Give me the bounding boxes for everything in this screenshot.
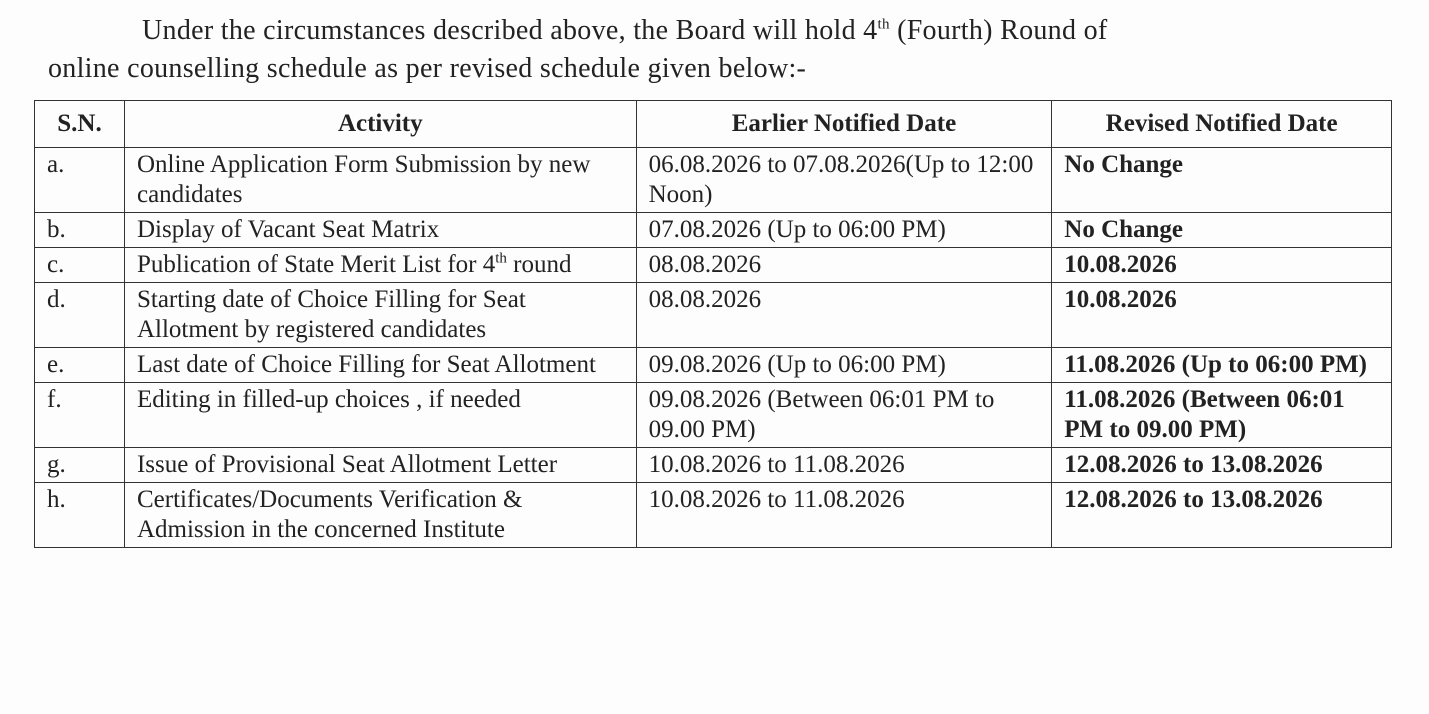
row-activity: Editing in filled-up choices , if needed — [124, 383, 636, 448]
table-row — [35, 383, 1392, 448]
intro-paragraph — [48, 12, 1388, 88]
row-earlier-date: 08.08.2026 — [636, 283, 1052, 348]
row-revised-date: No Change — [1052, 148, 1392, 213]
schedule-table — [34, 100, 1392, 548]
row-earlier-date: 09.08.2026 (Up to 06:00 PM) — [636, 348, 1052, 383]
row-sn: b. — [35, 213, 125, 248]
row-earlier-date: 10.08.2026 to 11.08.2026 — [636, 483, 1052, 548]
table-row — [35, 448, 1392, 483]
header-revised-date: Revised Notified Date — [1052, 101, 1392, 148]
row-sn: d. — [35, 283, 125, 348]
row-revised-date: No Change — [1052, 213, 1392, 248]
header-sn: S.N. — [35, 101, 125, 148]
table-row — [35, 348, 1392, 383]
superscript: th — [495, 250, 507, 267]
row-activity: Issue of Provisional Seat Allotment Letter — [124, 448, 636, 483]
table-row — [35, 483, 1392, 548]
row-earlier-date: 08.08.2026 — [636, 248, 1052, 283]
row-earlier-date: 06.08.2026 to 07.08.2026(Up to 12:00 Noon) — [636, 148, 1052, 213]
table-row — [35, 283, 1392, 348]
header-activity: Activity — [124, 101, 636, 148]
row-activity: Online Application Form Submission by new candidates — [124, 148, 636, 213]
table-header-row — [35, 101, 1392, 148]
header-earlier-date: Earlier Notified Date — [636, 101, 1052, 148]
row-sn: g. — [35, 448, 125, 483]
row-revised-date: 10.08.2026 — [1052, 248, 1392, 283]
row-revised-date: 11.08.2026 (Up to 06:00 PM) — [1052, 348, 1392, 383]
intro-line-2: online counselling schedule as per revised schedule given below:- — [48, 53, 807, 84]
row-revised-date: 12.08.2026 to 13.08.2026 — [1052, 483, 1392, 548]
table-row — [35, 248, 1392, 283]
row-sn: e. — [35, 348, 125, 383]
row-sn: a. — [35, 148, 125, 213]
row-sn: f. — [35, 383, 125, 448]
row-activity: Publication of State Merit List for 4th round — [124, 248, 636, 283]
row-earlier-date: 10.08.2026 to 11.08.2026 — [636, 448, 1052, 483]
row-activity: Display of Vacant Seat Matrix — [124, 213, 636, 248]
row-revised-date: 10.08.2026 — [1052, 283, 1392, 348]
row-earlier-date: 09.08.2026 (Between 06:01 PM to 09.00 PM) — [636, 383, 1052, 448]
row-sn: c. — [35, 248, 125, 283]
row-activity: Starting date of Choice Filling for Seat Allotment by registered candidates — [124, 283, 636, 348]
table-row — [35, 148, 1392, 213]
row-sn: h. — [35, 483, 125, 548]
row-revised-date: 12.08.2026 to 13.08.2026 — [1052, 448, 1392, 483]
intro-line-1: Under the circumstances described above, the Board will hold 4th (Fourth) Round of — [142, 15, 1108, 46]
table-row — [35, 213, 1392, 248]
row-activity: Certificates/Documents Verification & Admission in the concerned Institute — [124, 483, 636, 548]
row-revised-date: 11.08.2026 (Between 06:01 PM to 09.00 PM) — [1052, 383, 1392, 448]
superscript: th — [877, 16, 890, 33]
row-activity: Last date of Choice Filling for Seat Allotment — [124, 348, 636, 383]
row-earlier-date: 07.08.2026 (Up to 06:00 PM) — [636, 213, 1052, 248]
